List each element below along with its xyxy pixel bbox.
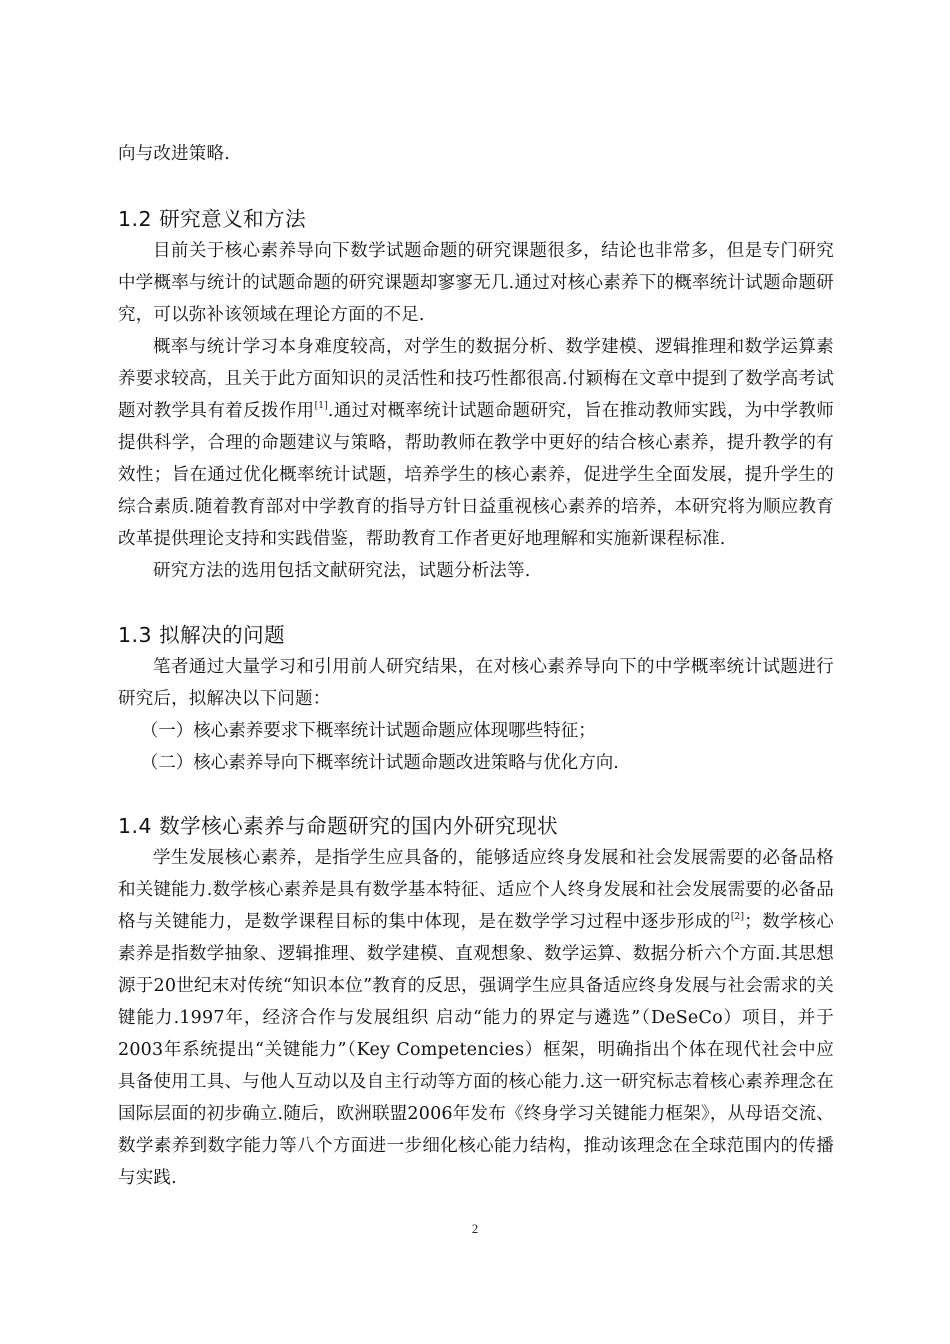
section-1-4-heading: 1.4 数学核心素养与命题研究的国内外研究现状 <box>118 814 559 838</box>
section-1-2-paragraph-1: 目前关于核心素养导向下数学试题命题的研究课题很多，结论也非常多，但是专门研究中学概率与统计的试题命题的研究课题却寥寥无几.通过对核心素养下的概率统计试题命题研究，可以弥补该领域在理论方面的不足. <box>118 241 834 325</box>
section-1-3-body <box>118 651 834 779</box>
citation-1: [1] <box>314 401 328 411</box>
page-number: 2 <box>471 1222 479 1236</box>
paragraph-text-a: 学生发展核心素养，是指学生应具备的，能够适应终身发展和社会发展需要的必备品格和关键能力.数学核心素养是具有数学基本特征、适应个人终身发展和社会发展需要的必备品格与关键能力，是数学课程目标的集中体现，是在数学学习过程中逐步形成的 <box>118 848 834 932</box>
paragraph-2-text-a: 概率与统计学习本身难度较高，对学生的数据分析、数学建模、逻辑推理和数学运算素养要求较高，且关于此方面知识的灵活性和技巧性都很高.付颖梅在文章中提到了数学高考试题对教学具有着反拨作用 <box>118 337 834 421</box>
citation-2: [2] <box>730 912 745 922</box>
paragraph-text-b: ；数学核心素养是指数学抽象、逻辑推理、数学建模、直观想象、数学运算、数据分析六个方面.其思想源于20世纪末对传统“知识本位”教育的反思，强调学生应具备适应终身发展与社会需求的关键能力.1997年，经济合作与发展组织 启动“能力的界定与遴选”（DeSeCo）项目，并于2003年系统提出“关键能力”（Key Competencies）框架，明确指出个体在现代社会中应具备使用工具、与他人互动以及自主行动等方面的核心能力.这一研究标志着核心素养理念在国际层面的初步确立.随后，欧洲联盟2006年发布《终身学习关键能力框架》，从母语交流、数学素养到数字能力等八个方面进一步细化核心能力结构，推动该理念在全球范围内的传播与实践. <box>118 912 834 1188</box>
section-1-3-heading: 1.3 拟解决的问题 <box>118 623 286 647</box>
section-1-2-heading: 1.2 研究意义和方法 <box>118 207 307 231</box>
section-1-2-body <box>118 235 834 587</box>
section-1-4-body <box>118 842 834 1194</box>
question-item-2: （二）核心素养导向下概率统计试题命题改进策略与优化方向. <box>140 753 619 773</box>
section-1-4-paragraph-1 <box>118 842 834 1194</box>
section-1-3-paragraph-1: 笔者通过大量学习和引用前人研究结果，在对核心素养导向下的中学概率统计试题进行研究后，拟解决以下问题： <box>118 657 834 709</box>
intro-tail-paragraph: 向与改进策略. <box>118 144 230 164</box>
section-1-2-paragraph-3: 研究方法的选用包括文献研究法，试题分析法等. <box>153 561 531 581</box>
paragraph-2-text-b: .通过对概率统计试题命题研究，旨在推动教师实践，为中学教师提供科学，合理的命题建议与策略，帮助教师在教学中更好的结合核心素养，提升教学的有效性；旨在通过优化概率统计试题，培养学生的核心素养，促进学生全面发展，提升学生的综合素质.随着教育部对中学教育的指导方针日益重视核心素养的培养，本研究将为顺应教育改革提供理论支持和实践借鉴，帮助教育工作者更好地理解和实施新课程标准. <box>118 401 834 549</box>
question-item-1: （一）核心素养要求下概率统计试题命题应体现哪些特征； <box>140 721 596 741</box>
section-1-2-paragraph-2 <box>118 331 834 555</box>
